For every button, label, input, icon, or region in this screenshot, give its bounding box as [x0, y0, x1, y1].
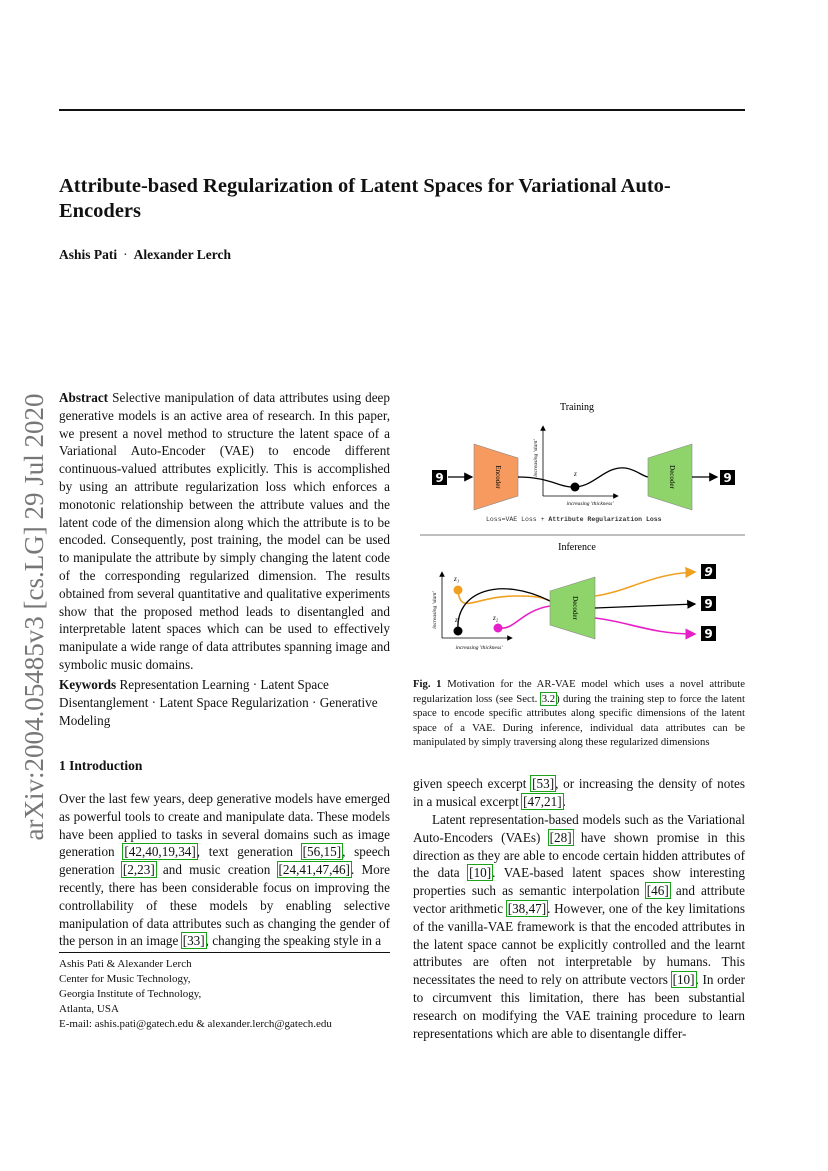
paragraph-text: Over the last few years, deep generative models have emerged as powerful tools to create and manipulate data. These models have been applied to tasks in several domains such as image generation — [59, 791, 390, 860]
citation-link[interactable]: [42,40,19,34] — [124, 844, 196, 860]
training-label: Training — [559, 402, 595, 413]
paragraph-text: and attribute vector arithmetic — [413, 883, 745, 916]
paragraph-text: given speech excerpt — [413, 776, 532, 791]
inference-label: Inference — [558, 542, 596, 553]
paragraph-text: and music creation — [155, 862, 278, 878]
paragraph-text: have shown promise in this direction as they are able to encode certain hidden attributes of the data — [413, 829, 745, 881]
caption-label: Fig. 1 — [413, 678, 442, 690]
citation-link[interactable]: [10] — [469, 865, 492, 881]
footnote-line: Georgia Institute of Technology, — [59, 988, 202, 1000]
section-heading: 1 Introduction — [59, 758, 143, 773]
intro-paragraph — [413, 811, 745, 1042]
abstract-text: Selective manipulation of data attributes using deep generative models is an active area of research. In this paper, we present a novel method to structure the latent space of a Variational Auto-Encoder (VAE) to encode different continuous-valued attributes explicitly. This is accomplished by using an attribute regularization loss which enforces a monotonic relationship between the attribute values and the latent code of the dimension along which the attribute is to be encoded. Consequently, post training, the model can be used to manipulate the attribute by simply changing the latent code of the corresponding regularized dimension. The results obtained from several quantitative and qualitative experiments show that the proposed method leads to disentangled and interpretable latent spaces which can be used to effectively manipulate a wide range of data attributes spanning image and symbolic music domains. — [59, 390, 390, 672]
keywords — [59, 676, 390, 729]
paragraph-text: , or increasing the density of notes in a musical excerpt — [413, 776, 745, 809]
citation-link[interactable]: [47,21] — [523, 793, 562, 809]
loss-vae: Loss=VAE Loss + — [486, 516, 549, 523]
magenta-curve — [498, 606, 550, 628]
keywords-text: Representation Learning · Latent Space Disentanglement · Latent Space Regularization · Generative Modeling — [59, 677, 378, 728]
latent-point-z2 — [494, 624, 503, 633]
black-output-arrow — [595, 604, 695, 608]
output-digit-thin-glyph: 9 — [704, 565, 713, 579]
abstract — [59, 389, 390, 674]
citation-link[interactable]: [24,41,47,46] — [278, 862, 350, 878]
citation-link[interactable]: [53] — [532, 776, 555, 791]
loss-regularization: Attribute Regularization Loss — [548, 516, 662, 523]
orange-output-arrow — [595, 572, 695, 596]
z2-label: z₂ — [493, 614, 499, 622]
loss-formula — [486, 516, 662, 523]
abstract-label: Abstract — [59, 390, 109, 405]
magenta-output-arrow — [595, 618, 695, 634]
keywords-label: Keywords — [59, 677, 117, 692]
author-name: Ashis Pati — [59, 247, 118, 262]
paragraph-text: . — [562, 793, 566, 809]
author-list — [59, 247, 231, 263]
author-name: Alexander Lerch — [133, 247, 232, 262]
citation-link[interactable]: [28] — [549, 829, 572, 845]
figure-caption — [413, 677, 745, 750]
paragraph-text: . However, one of the key limitations of the vanilla-VAE framework is that the encoded attributes in the latent space cannot be explicitly controlled and the learnt attributes are often not interpretable by humans. This necessitates the need to rely on attribute vectors — [413, 900, 745, 988]
z-inference-label: z — [455, 616, 458, 624]
intro-paragraph — [59, 790, 390, 950]
arxiv-stamp: arXiv:2004.05485v3 [cs.LG] 29 Jul 2020 — [19, 393, 49, 841]
paragraph-text: Latent representation-based models such as the Variational Auto-Encoders (VAEs) — [413, 812, 745, 845]
output-digit: 9 — [723, 471, 732, 485]
output-digit-mid-glyph: 9 — [704, 597, 713, 611]
citation-link[interactable]: [56,15] — [302, 844, 342, 860]
caption-text-post: ) during the training step to force the latent space to encode specific attributes along specific dimensions of the latent space of a VAE. During inference, individual data attributes can be manipulated by simply traversing along these regularized dimensions — [413, 692, 745, 749]
paragraph-text: , speech generation — [59, 844, 390, 878]
author-footnote — [59, 957, 390, 1032]
paragraph-text: . VAE-based latent spaces show interesting properties such as semantic interpolation — [413, 865, 745, 899]
header-rule — [59, 109, 745, 111]
citation-link[interactable]: [2,23] — [122, 862, 155, 878]
inference-x-axis-label: increasing 'thickness' — [455, 645, 503, 651]
footnote-rule — [59, 952, 390, 953]
latent-point-z — [571, 483, 580, 492]
intro-paragraph-continued — [413, 775, 745, 811]
x-axis-label: increasing 'thickness' — [566, 501, 614, 507]
section-ref-link[interactable]: 3.2 — [541, 692, 556, 705]
citation-link[interactable]: [33] — [182, 933, 205, 949]
paragraph-text: , text generation — [196, 844, 302, 860]
footnote-line: Ashis Pati & Alexander Lerch — [59, 958, 192, 970]
footnote-line: E-mail: ashis.pati@gatech.edu & alexander.lerch@gatech.edu — [59, 1018, 332, 1030]
citation-link[interactable]: [46] — [646, 883, 669, 899]
citation-link[interactable]: [10] — [672, 972, 695, 988]
encoder-label: Encoder — [494, 465, 502, 489]
latent-point-z1 — [454, 586, 463, 595]
decoder-label: Decoder — [668, 465, 676, 489]
citation-link[interactable]: [38,47] — [507, 900, 547, 916]
author-separator: · — [123, 247, 128, 262]
output-digit-thick-glyph: 9 — [704, 627, 713, 641]
y-axis-label: increasing 'slant' — [533, 439, 539, 477]
paragraph-text: . More recently, there has been considerable focus on improving the controllability of these models by enabling selective manipulation of data attributes such as changing the gender of the person in an image — [59, 862, 391, 949]
caption-text-pre: Motivation for the AR-VAE model which uses a novel attribute regularization loss (see Sect. — [413, 678, 745, 705]
footnote-line: Atlanta, USA — [59, 1003, 119, 1015]
z1-label: z₁ — [454, 575, 460, 583]
inference-decoder-label: Decoder — [571, 596, 579, 620]
paper-title: Attribute-based Regularization of Latent Spaces for Variational Auto-Encoders — [59, 175, 671, 222]
latent-point-z-inference — [454, 627, 463, 636]
z-label: z — [574, 470, 577, 478]
paragraph-text: . In order to circumvent this limitation, there has been substantial research on modifying the VAE training procedure to learn representations which are able to disentangle differ- — [413, 972, 745, 1041]
footnote-line: Center for Music Technology, — [59, 973, 191, 985]
paragraph-text: , changing the speaking style in a — [205, 933, 382, 949]
figure-ar-vae-diagram — [420, 396, 745, 660]
orange-curve — [458, 590, 550, 603]
inference-y-axis-label: increasing 'slant' — [432, 591, 438, 629]
input-digit: 9 — [435, 471, 444, 485]
